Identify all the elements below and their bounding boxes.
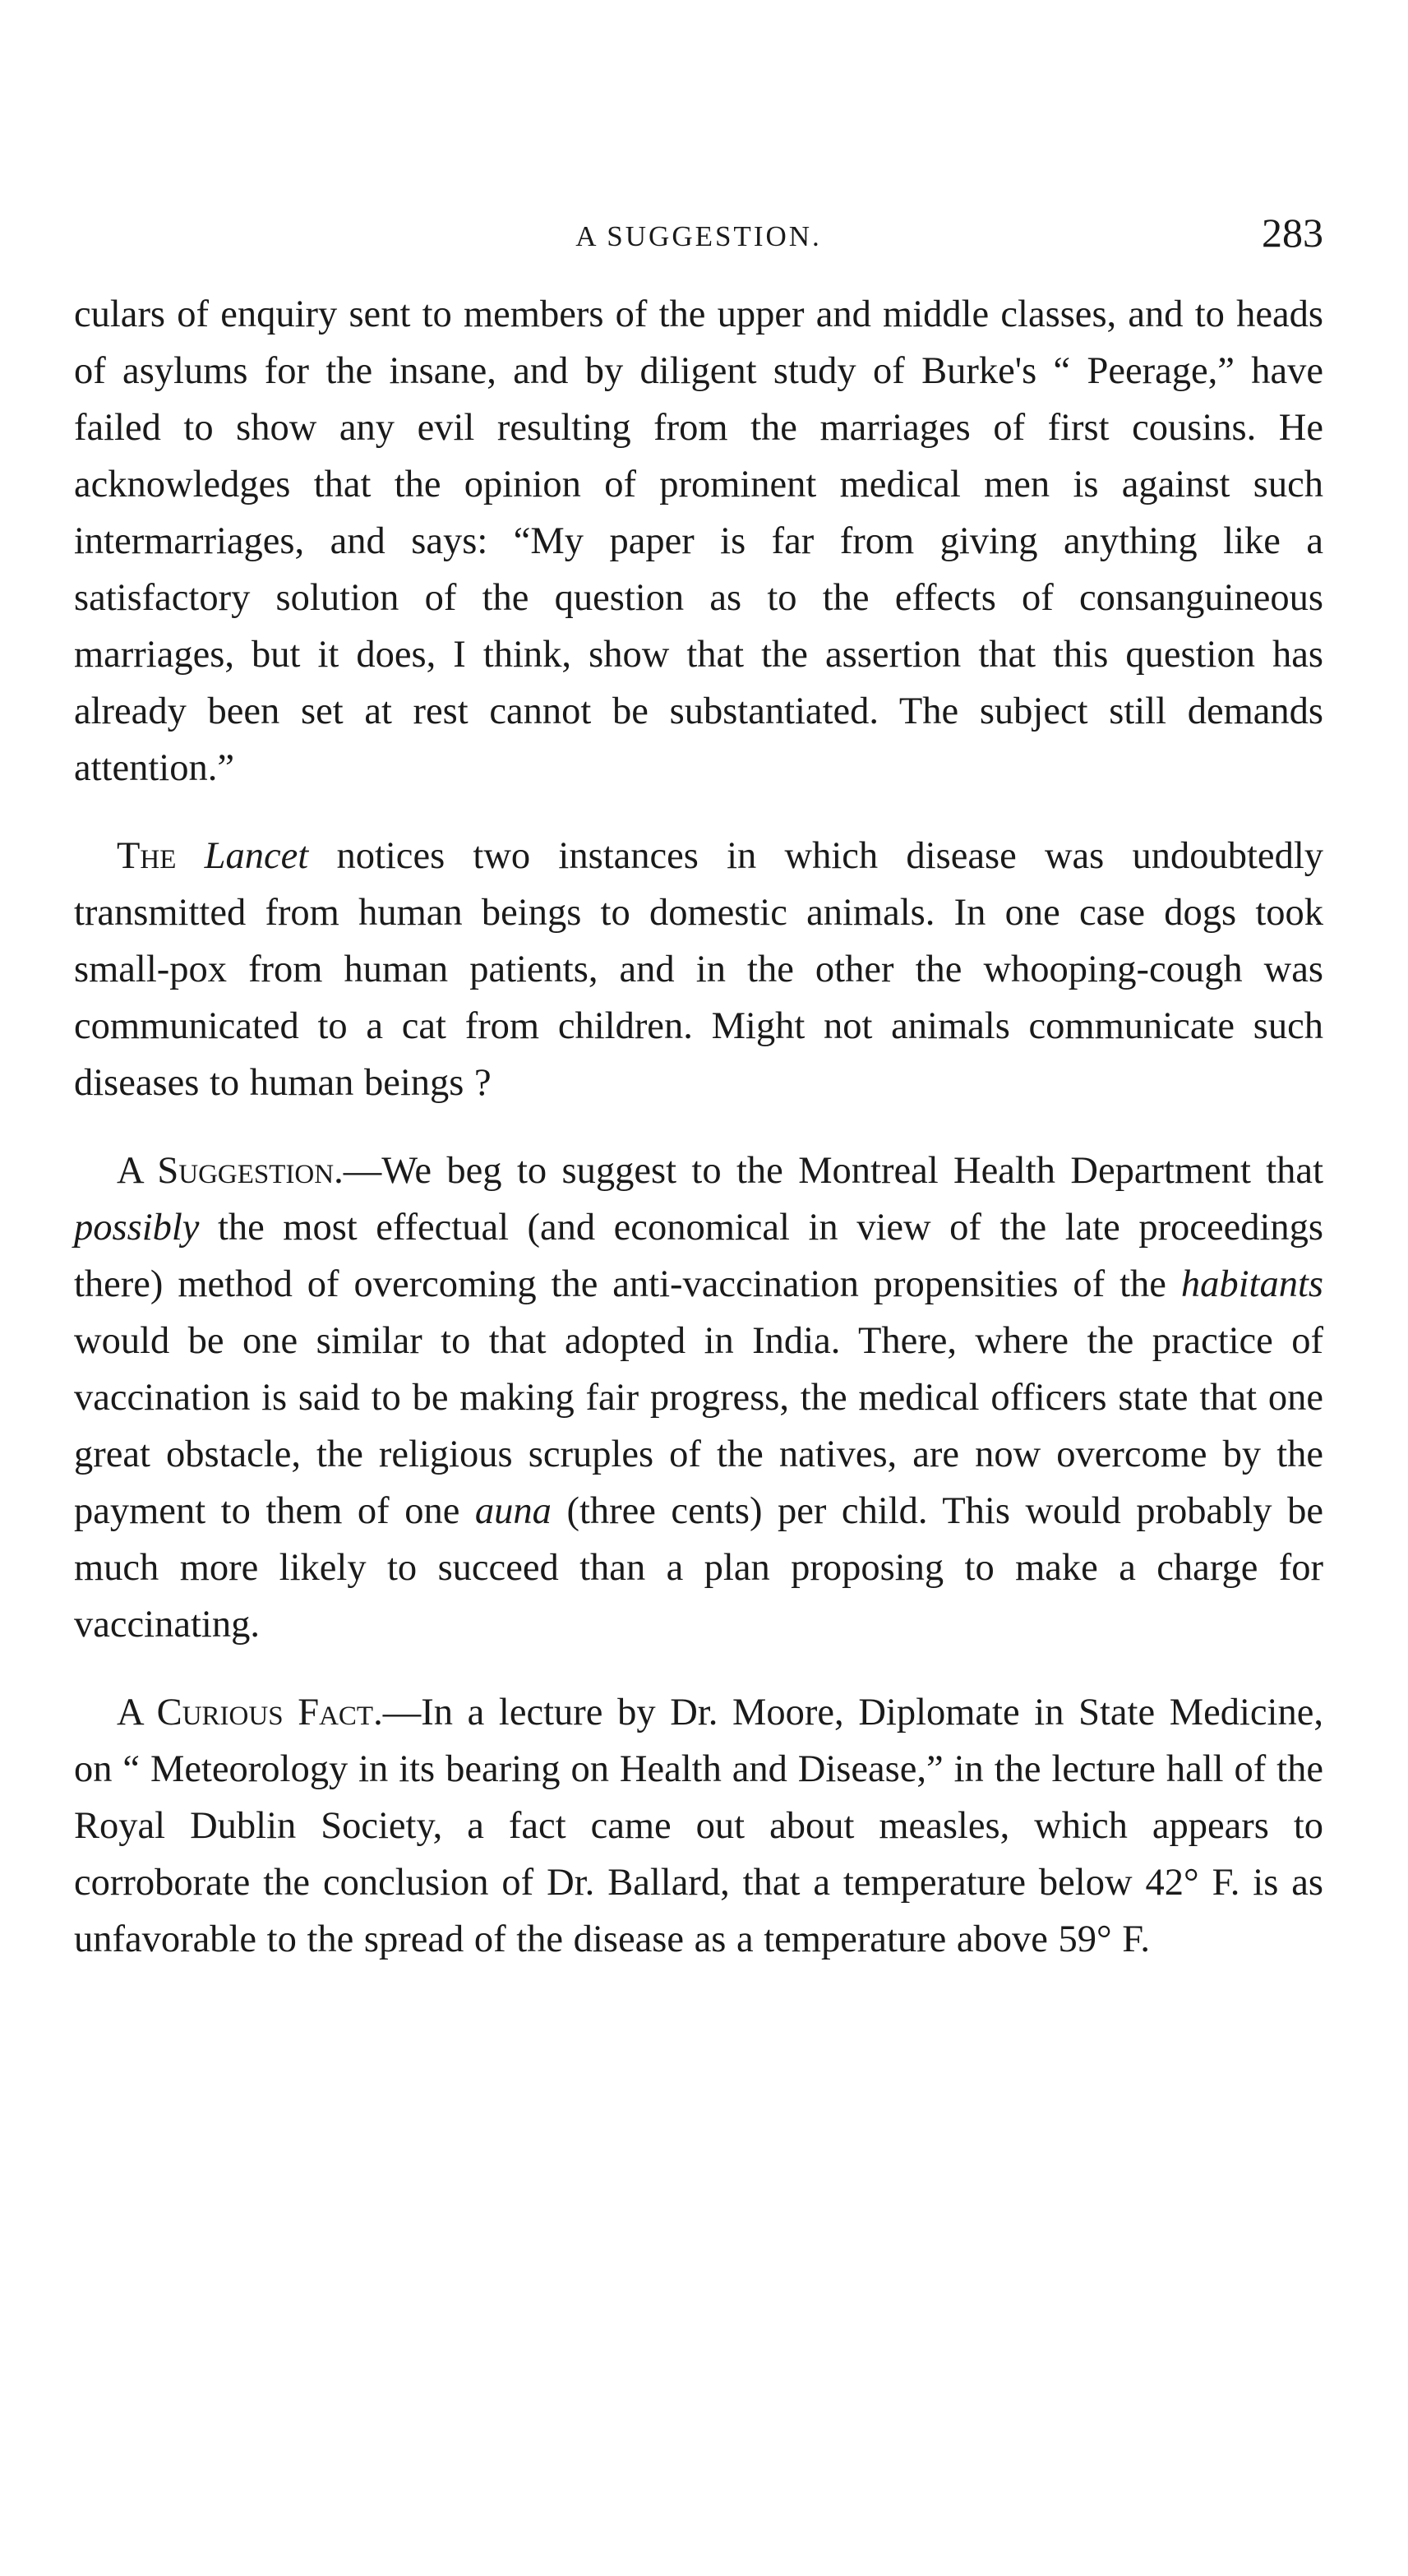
paragraph-lancet [74, 828, 1323, 1111]
journal-title: Lancet [204, 835, 309, 877]
paragraph-text: would be one similar to that adopted in India. There, where the practice of vaccination is said to be making fair progress, the medical officers state that one great obstacle, the religious scruples of the natives, are now overcome by the payment to them of one [74, 1320, 1323, 1532]
page-number: 283 [1262, 210, 1323, 256]
paragraph-text: (three cents) per child. This would probably be much more likely to succeed than a plan proposing to make a charge for vaccinating. [74, 1490, 1324, 1646]
paragraph-suggestion [74, 1143, 1323, 1653]
section-heading: A Curious Fact. [117, 1692, 383, 1733]
paragraph-text: notices two instances in which disease was undoubtedly transmitted from human beings to domestic animals. In one case dogs took small-pox from human patients, and in the other the whooping-cough was communicated to a cat from children. Might not animals communicate such diseases to human beings ? [74, 835, 1323, 1104]
paragraph-text: culars of enquiry sent to members of the upper and middle classes, and to heads of asylums for the insane, and by diligent study of Burke's “ Peerage,” have failed to show any evil resulting from the marriages of first cousins. He acknowledges that the opinion of prominent medical men is against such intermarriages, and says: “My paper is far from giving anything like a satisfactory solution of the question as to the effects of consanguineous marriages, but it does, I think, show that the assertion that this question has already been set at rest cannot be substantiated. The subject still demands attention.” [74, 293, 1323, 789]
italic-word: auna [474, 1490, 552, 1532]
book-page [74, 205, 1323, 1999]
section-heading: A Suggestion. [117, 1150, 344, 1192]
italic-word: possibly [74, 1207, 200, 1249]
paragraph-curious-fact [74, 1684, 1323, 1968]
paragraph-lead-word: The [117, 835, 177, 877]
paragraph-text: the most effectual (and economical in view of the late proceedings there) method of overcoming the anti-vaccination propensities of the [74, 1207, 1323, 1305]
running-head [74, 205, 1323, 263]
running-title: A SUGGESTION. [575, 220, 822, 252]
paragraph-text: —We beg to suggest to the Montreal Health Department that [343, 1150, 1323, 1192]
paragraph-text: —In a lecture by Dr. Moore, Diplomate in State Medicine, on “ Meteorology in its bearing on Health and Disease,” in the lecture hall of the Royal Dublin Society, a fact came out about measles, which appears to corroborate the conclusion of Dr. Ballard, that a temperature below 42° F. is as unfavorable to the spread of the disease as a temperature above 59° F. [74, 1692, 1323, 1960]
paragraph-continuation [74, 286, 1323, 796]
italic-word: habitants [1180, 1263, 1323, 1305]
